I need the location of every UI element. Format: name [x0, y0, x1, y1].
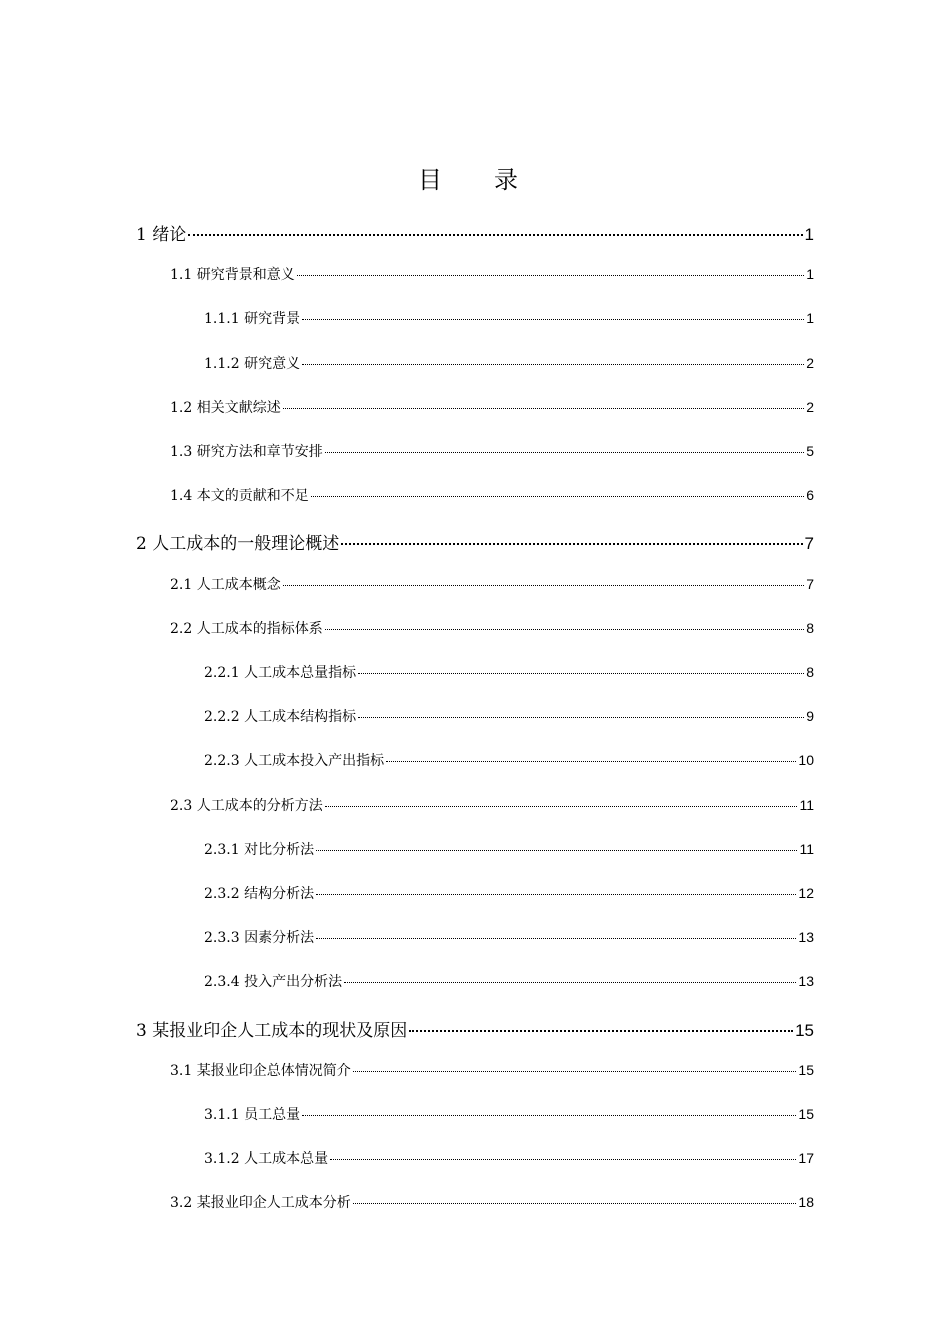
- toc-dot-leader: [297, 275, 804, 276]
- toc-entry-label: 2.3.2 结构分析法: [204, 886, 315, 902]
- toc-page-number: 8: [806, 664, 814, 680]
- toc-page-number: 17: [798, 1150, 814, 1167]
- toc-entry-label: 3.2 某报业印企人工成本分析: [170, 1195, 351, 1212]
- toc-entry[interactable]: [204, 883, 814, 907]
- toc-page-number: 1: [804, 225, 814, 244]
- toc-page-number: 9: [806, 708, 814, 725]
- toc-page-number: 15: [798, 1106, 814, 1122]
- toc-entry-label: 2.2.2 人工成本结构指标: [204, 709, 357, 726]
- toc-entry-label: 1.3 研究方法和章节安排: [170, 444, 323, 460]
- toc-dot-leader: [325, 452, 804, 453]
- toc-page-number: 18: [798, 1194, 814, 1211]
- toc-entry-label: 1.2 相关文献综述: [170, 399, 281, 416]
- toc-entry[interactable]: [170, 441, 814, 465]
- toc-page-number: 2: [806, 354, 814, 371]
- toc-dot-leader: [302, 319, 804, 320]
- toc-page-number: 15: [798, 1061, 814, 1078]
- toc-entry-label: 3.1.2 人工成本总量: [204, 1151, 329, 1168]
- toc-entry[interactable]: [170, 618, 814, 642]
- toc-dot-leader: [358, 673, 804, 674]
- toc-entry[interactable]: [170, 574, 814, 598]
- toc-dot-leader: [341, 543, 802, 545]
- toc-entry-label: 2 人工成本的一般理论概述: [136, 534, 340, 555]
- toc-page-number: 1: [806, 310, 814, 327]
- toc-entry-label: 3.1 某报业印企总体情况简介: [170, 1062, 351, 1079]
- toc-entry-label: 2.3.4 投入产出分析法: [204, 974, 343, 991]
- toc-entry[interactable]: [204, 750, 814, 774]
- toc-entry-label: 3.1.1 员工总量: [204, 1107, 301, 1123]
- toc-entry[interactable]: [170, 485, 814, 509]
- toc-entry-label: 2.1 人工成本概念: [170, 576, 281, 593]
- toc-dot-leader: [283, 408, 804, 409]
- toc-page-number: 7: [806, 575, 814, 592]
- toc-entry-label: 2.3 人工成本的分析方法: [170, 797, 323, 814]
- toc-entry[interactable]: [136, 529, 814, 553]
- toc-dot-leader: [283, 585, 804, 586]
- toc-entry-label: 1.4 本文的贡献和不足: [170, 488, 309, 505]
- toc-dot-leader: [316, 850, 797, 851]
- toc-dot-leader: [302, 364, 804, 365]
- toc-entry-label: 2.2.1 人工成本总量指标: [204, 665, 357, 681]
- toc-entry[interactable]: [204, 662, 814, 686]
- toc-dot-leader: [316, 938, 796, 939]
- toc-entry-label: 2.2 人工成本的指标体系: [170, 620, 323, 637]
- toc-entry[interactable]: [170, 264, 814, 288]
- toc-entry-label: 2.2.3 人工成本投入产出指标: [204, 753, 385, 770]
- toc-page-number: 13: [798, 973, 814, 990]
- toc-entry[interactable]: [170, 795, 814, 819]
- toc-entry-label: 1.1.1 研究背景: [204, 311, 301, 328]
- toc-entry[interactable]: [170, 397, 814, 421]
- toc-dot-leader: [353, 1071, 797, 1072]
- toc-dot-leader: [358, 717, 804, 718]
- toc-page-number: 6: [806, 487, 814, 504]
- toc-page-number: 12: [798, 885, 814, 901]
- toc-entry[interactable]: [136, 1016, 814, 1040]
- toc-entry[interactable]: [204, 839, 814, 863]
- toc-page-number: 11: [799, 796, 814, 813]
- toc-dot-leader: [353, 1203, 797, 1204]
- toc-dot-leader: [325, 629, 804, 630]
- toc-entry[interactable]: [204, 971, 814, 995]
- toc-dot-leader: [302, 1115, 796, 1116]
- toc-page-number: 13: [798, 929, 814, 946]
- toc-entry-label: 2.3.1 对比分析法: [204, 841, 315, 858]
- toc-page-number: 11: [799, 840, 814, 857]
- toc-page-number: 15: [795, 1020, 814, 1040]
- toc-entry-label: 3 某报业印企人工成本的现状及原因: [136, 1020, 408, 1041]
- toc-entry[interactable]: [204, 353, 814, 377]
- toc-page-number: 5: [806, 443, 814, 459]
- toc-dot-leader: [409, 1030, 793, 1032]
- toc-title: 目 录: [418, 166, 532, 194]
- toc-entry[interactable]: [204, 706, 814, 730]
- toc-entry[interactable]: [204, 308, 814, 332]
- toc-entry[interactable]: [170, 1060, 814, 1084]
- toc-page-number: 2: [806, 398, 814, 415]
- toc-entry-label: 1.1.2 研究意义: [204, 355, 301, 372]
- toc-page-number: 10: [798, 752, 814, 769]
- toc-entry[interactable]: [170, 1192, 814, 1216]
- toc-entry-label: 1.1 研究背景和意义: [170, 267, 295, 284]
- toc-entry[interactable]: [136, 220, 814, 244]
- toc-page-number: 8: [806, 619, 814, 636]
- toc-dot-leader: [188, 234, 802, 236]
- toc-entry[interactable]: [204, 927, 814, 951]
- toc-dot-leader: [316, 894, 796, 895]
- toc-entry-label: 1 绪论: [136, 225, 187, 245]
- toc-dot-leader: [325, 806, 798, 807]
- toc-entry[interactable]: [204, 1104, 814, 1128]
- toc-entry-label: 2.3.3 因素分析法: [204, 930, 315, 947]
- toc-dot-leader: [330, 1159, 796, 1160]
- toc-dot-leader: [344, 982, 796, 983]
- toc-entry[interactable]: [204, 1148, 814, 1172]
- toc-dot-leader: [386, 761, 796, 762]
- toc-page-number: 1: [806, 266, 814, 283]
- toc-dot-leader: [311, 496, 804, 497]
- toc-page-number: 7: [804, 534, 814, 554]
